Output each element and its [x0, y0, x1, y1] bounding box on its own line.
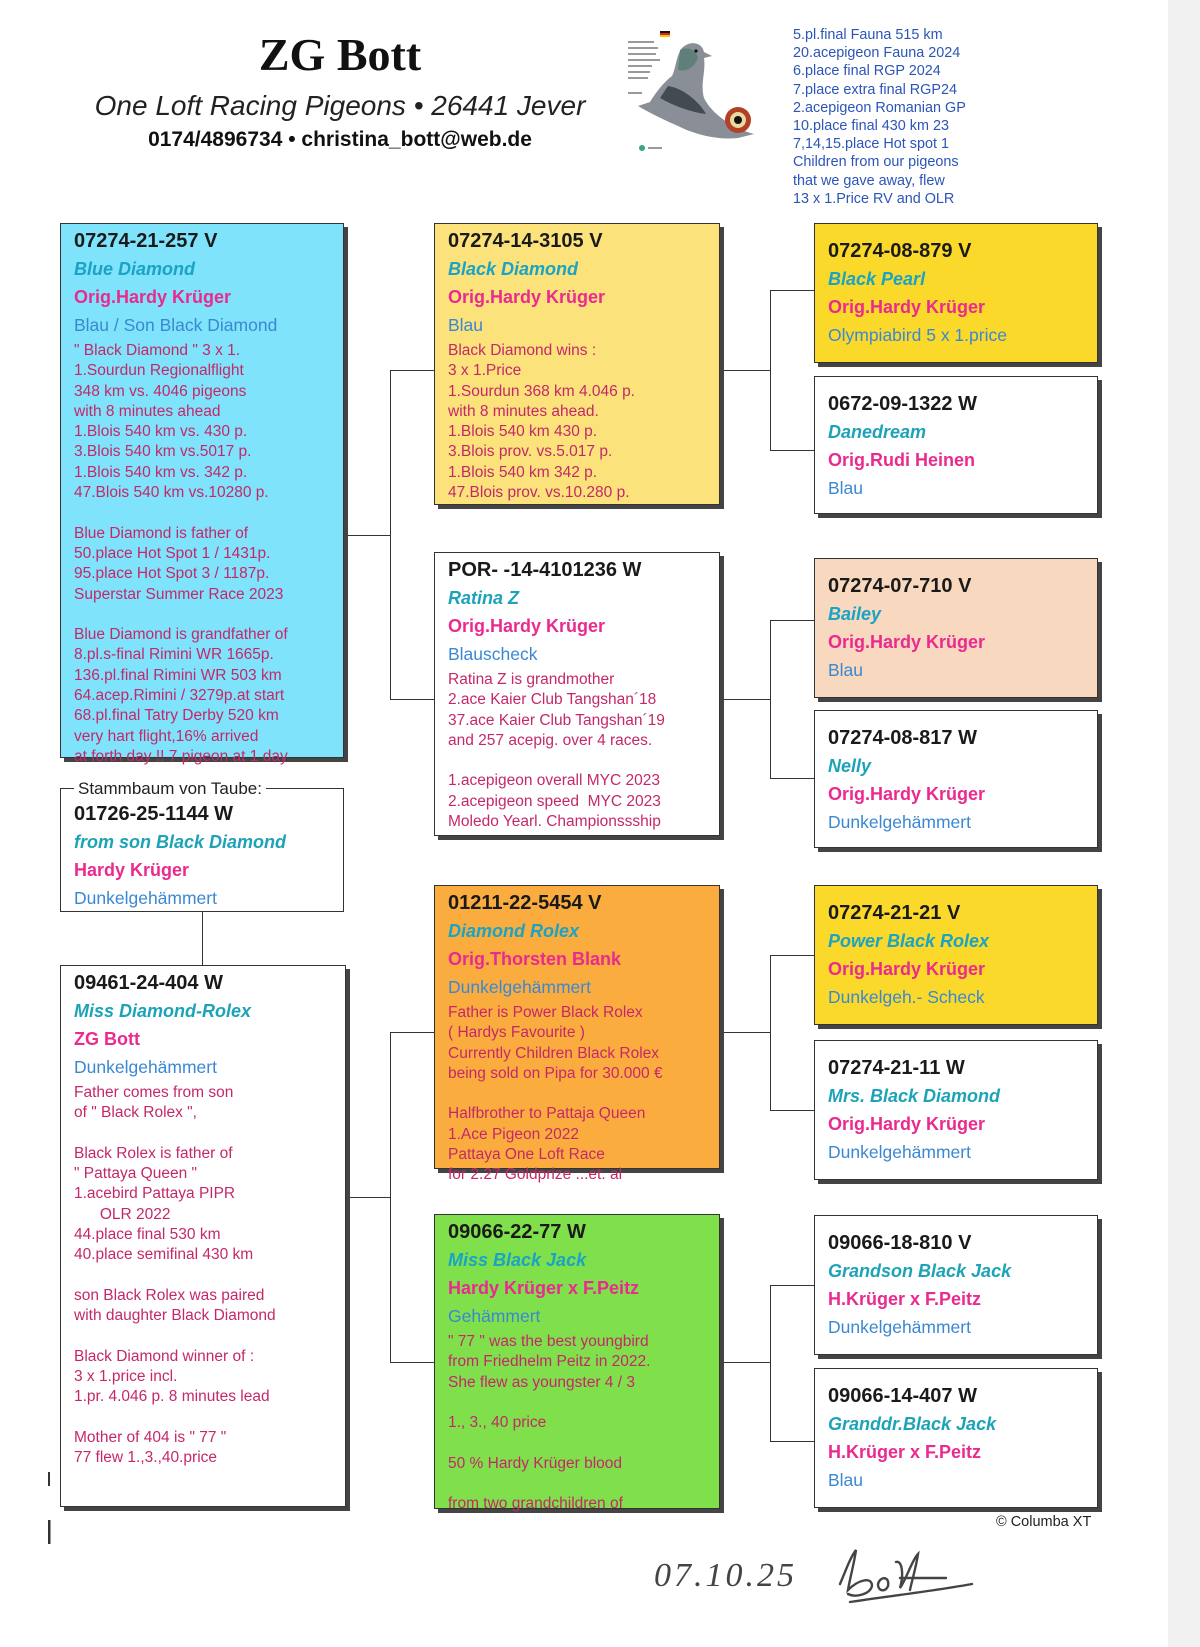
- connector-line: [770, 955, 771, 1110]
- note-line: 3 x 1.Price: [448, 362, 522, 380]
- pigeon-name: Miss Black Jack: [448, 1250, 587, 1270]
- breeder: Orig.Hardy Krüger: [828, 959, 986, 979]
- breeder: Orig.Thorsten Blank: [448, 949, 622, 969]
- plumage-color: Dunkelgehämmert: [74, 1057, 217, 1077]
- ring-number: 0672-09-1322 W: [828, 393, 977, 415]
- note-line: Blue Diamond is grandfather of: [74, 626, 288, 644]
- note-line: Halfbrother to Pattaja Queen: [448, 1105, 646, 1123]
- ring-number: 09066-18-810 V: [828, 1232, 972, 1254]
- grandmother-paternal-card: [434, 552, 720, 836]
- note-line: [74, 503, 331, 523]
- pigeon-name: Bailey: [828, 604, 882, 624]
- great-grandparent-card: [814, 885, 1098, 1025]
- pedigree-of-label: Stammbaum von Taube:: [74, 779, 266, 799]
- ring-number: 07274-21-11 W: [828, 1057, 965, 1079]
- breeder: Orig.Hardy Krüger: [828, 297, 986, 317]
- note-line: with daughter Black Diamond: [74, 1307, 276, 1325]
- note-line: [448, 1084, 707, 1104]
- note-line: [448, 1474, 707, 1494]
- note-line: 3.Blois prov. vs.5.017 p.: [448, 443, 613, 461]
- note-line: 50.place Hot Spot 1 / 1431p.: [74, 544, 271, 562]
- connector-line: [202, 912, 203, 965]
- ring-number: 09461-24-404 W: [74, 972, 223, 994]
- connector-line: [722, 699, 770, 700]
- note-line: 1.Blois 540 km 430 p.: [448, 423, 598, 441]
- connector-line: [390, 1032, 434, 1033]
- breeder: H.Krüger x F.Peitz: [828, 1442, 982, 1462]
- note-line: [74, 1266, 333, 1286]
- connector-line: [390, 699, 434, 700]
- note-line: Superstar Summer Race 2023: [74, 585, 284, 603]
- connector-line: [770, 290, 771, 450]
- result-item: Children from our pigeons: [793, 154, 959, 171]
- connector-line: [770, 955, 814, 956]
- note-line: [448, 1393, 707, 1413]
- connector-line: [390, 370, 434, 371]
- result-item: 10.place final 430 km 23: [793, 118, 949, 135]
- note-line: of " Black Rolex ",: [74, 1104, 197, 1122]
- page-title: ZG Bott: [258, 29, 422, 80]
- note-line: ( Hardys Favourite ): [448, 1024, 585, 1042]
- connector-line: [770, 778, 814, 779]
- note-line: 64.acep.Rimini / 3279p.at start: [74, 687, 285, 705]
- note-line: at forth day !! 7 pigeon at 1 day: [74, 747, 288, 765]
- note-line: OLR 2022: [74, 1205, 171, 1223]
- breeder: Orig.Hardy Krüger: [828, 1114, 986, 1134]
- grandfather-maternal-card: [434, 885, 720, 1184]
- note-line: 1.Blois 540 km vs. 342 p.: [74, 463, 248, 481]
- pedigree-notes: [448, 670, 707, 832]
- note-line: Black Rolex is father of: [74, 1144, 233, 1162]
- note-line: and 257 acepig. over 4 races.: [448, 731, 653, 749]
- note-line: " Black Diamond " 3 x 1.: [74, 342, 241, 359]
- ring-number: 07274-21-21 V: [828, 902, 961, 924]
- pedigree-notes: [74, 341, 331, 767]
- plumage-color: Dunkelgehämmert: [74, 888, 217, 908]
- ring-number: 09066-14-407 W: [828, 1385, 977, 1407]
- result-item: 5.pl.final Fauna 515 km: [793, 27, 943, 43]
- breeder: Hardy Krüger x F.Peitz: [448, 1278, 640, 1298]
- plumage-color: Blau: [828, 660, 864, 680]
- breeder: Hardy Krüger: [74, 860, 190, 880]
- pigeon-name: Blue Diamond: [74, 259, 196, 279]
- note-line: with 8 minutes ahead: [74, 402, 221, 420]
- plumage-color: Blau: [828, 1470, 864, 1490]
- plumage-color: Dunkelgehämmert: [448, 977, 591, 997]
- breeder: ZG Bott: [74, 1029, 140, 1049]
- great-grandparent-card: [814, 558, 1098, 698]
- note-line: 1.Blois 540 km vs. 430 p.: [74, 423, 248, 441]
- note-line: 50 % Hardy Krüger blood: [448, 1454, 623, 1472]
- page-subtitle: One Loft Racing Pigeons • 26441 Jever: [94, 90, 586, 121]
- breeder: Orig.Hardy Krüger: [828, 784, 986, 804]
- breeder: H.Krüger x F.Peitz: [828, 1289, 982, 1309]
- breeder: Orig.Hardy Krüger: [828, 632, 986, 652]
- note-line: 1.Blois 540 km 342 p.: [448, 463, 598, 481]
- connector-line: [722, 1032, 770, 1033]
- great-grandparent-card: [814, 1040, 1098, 1180]
- note-line: 40.place semifinal 430 km: [74, 1246, 254, 1264]
- note-line: Mother of 404 is " 77 ": [74, 1429, 227, 1447]
- grandmother-maternal-card: [434, 1214, 720, 1513]
- connector-line: [722, 1362, 770, 1363]
- ring-number: 07274-14-3105 V: [448, 230, 603, 252]
- eye-icon: [725, 107, 751, 133]
- connector-line: [770, 620, 771, 778]
- pigeon-name: Nelly: [828, 756, 872, 776]
- breeder: Orig.Hardy Krüger: [448, 287, 606, 307]
- great-grandparent-card: [814, 1368, 1098, 1508]
- plumage-color: Dunkelgehämmert: [828, 1317, 971, 1337]
- contact-line: 0174/4896734 • christina_bott@web.de: [148, 128, 532, 151]
- mother-card: [60, 965, 346, 1507]
- pigeon-name: from son Black Diamond: [74, 832, 287, 852]
- plumage-color: Olympiabird 5 x 1.price: [828, 325, 1007, 345]
- result-item: that we gave away, flew: [793, 172, 945, 189]
- ring-number: 07274-07-710 V: [828, 575, 972, 597]
- note-line: 3 x 1.price incl.: [74, 1368, 178, 1386]
- connector-line: [770, 450, 814, 451]
- note-line: 136.pl.final Rimini WR 503 km: [74, 666, 282, 684]
- note-line: Currently Children Black Rolex: [448, 1044, 660, 1062]
- ring-number: 01726-25-1144 W: [74, 803, 234, 825]
- note-line: 1.acebird Pattaya PIPR: [74, 1185, 236, 1203]
- pedigree-notes: [448, 341, 707, 503]
- note-line: Black Diamond winner of :: [74, 1347, 255, 1365]
- note-line: Moledo Yearl. Championssship: [448, 813, 661, 831]
- connector-line: [722, 370, 770, 371]
- note-line: [74, 605, 331, 625]
- great-grandparent-card: [814, 1215, 1098, 1355]
- plumage-color: Blau: [828, 478, 864, 498]
- pedigree-notes: [74, 1083, 333, 1469]
- ring-number: 07274-08-879 V: [828, 240, 972, 262]
- pigeon-name: Mrs. Black Diamond: [828, 1086, 1001, 1106]
- scan-mark: [46, 1472, 52, 1546]
- pedigree-notes: [448, 1332, 707, 1515]
- result-item: 7,14,15.place Hot spot 1: [793, 136, 950, 153]
- flag-icon: [660, 31, 670, 37]
- note-line: 2.acepigeon speed MYC 2023: [448, 792, 661, 810]
- note-line: [448, 1433, 707, 1453]
- note-line: 2.ace Kaier Club Tangshan´18: [448, 691, 657, 709]
- pigeon-name: Power Black Rolex: [828, 931, 990, 951]
- result-item: 13 x 1.Price RV and OLR: [793, 190, 955, 207]
- note-line: " Pattaya Queen ": [74, 1165, 198, 1183]
- note-line: 47.Blois 540 km vs.10280 p.: [74, 484, 269, 502]
- note-line: 77 flew 1.,3.,40.price: [74, 1449, 218, 1467]
- note-line: 3.Blois 540 km vs.5017 p.: [74, 443, 252, 461]
- plumage-color: Dunkelgehämmert: [828, 812, 971, 832]
- plumage-color: Blauscheck: [448, 644, 538, 664]
- connector-line: [344, 535, 390, 536]
- result-item: 2.acepigeon Romanian GP: [793, 99, 966, 116]
- note-line: " 77 " was the best youngbird: [448, 1333, 649, 1350]
- results-list: [793, 26, 966, 208]
- ring-number: 07274-08-817 W: [828, 727, 977, 749]
- note-line: very hart flight,16% arrived: [74, 727, 259, 745]
- connector-line: [346, 1197, 390, 1198]
- pigeon-name: Danedream: [828, 422, 927, 442]
- connector-line: [770, 1285, 814, 1286]
- connector-line: [770, 620, 814, 621]
- note-line: 95.place Hot Spot 3 / 1187p.: [74, 565, 270, 583]
- ring-number: POR- -14-4101236 W: [448, 559, 642, 581]
- note-line: [74, 1408, 333, 1428]
- pigeon-photo: [620, 28, 760, 160]
- note-line: 1.pr. 4.046 p. 8 minutes lead: [74, 1388, 270, 1406]
- note-line: [448, 751, 707, 771]
- pigeon-name: Black Pearl: [828, 269, 926, 289]
- pigeon-name: Diamond Rolex: [448, 921, 580, 941]
- result-item: 20.acepigeon Fauna 2024: [793, 45, 961, 62]
- plumage-color: Dunkelgeh.- Scheck: [828, 987, 985, 1007]
- plumage-color: Blau / Son Black Diamond: [74, 315, 278, 335]
- ring-number: 07274-21-257 V: [74, 230, 218, 252]
- note-line: 348 km vs. 4046 pigeons: [74, 382, 247, 400]
- page-edge: [1168, 0, 1200, 1647]
- note-line: 1., 3., 40 price: [448, 1414, 547, 1432]
- result-item: 7.place extra final RGP24: [793, 81, 957, 98]
- note-line: 1.Ace Pigeon 2022: [448, 1125, 579, 1143]
- note-line: Black Diamond wins :: [448, 342, 597, 359]
- note-line: with 8 minutes ahead.: [448, 402, 599, 420]
- connector-line: [770, 1110, 814, 1111]
- connector-line: [390, 1032, 391, 1363]
- plumage-color: Dunkelgehämmert: [828, 1142, 971, 1162]
- note-line: Ratina Z is grandmother: [448, 671, 615, 688]
- note-line: being sold on Pipa for 30.000 €: [448, 1064, 663, 1082]
- pigeon-name: Black Diamond: [448, 259, 579, 279]
- pedigree-notes: [448, 1003, 707, 1186]
- ring-number: 01211-22-5454 V: [448, 892, 602, 914]
- great-grandparent-card: [814, 376, 1098, 514]
- breeder: Orig.Hardy Krüger: [74, 287, 232, 307]
- pigeon-name: Grandson Black Jack: [828, 1261, 1012, 1281]
- pigeon-name: Granddr.Black Jack: [828, 1414, 997, 1434]
- note-line: She flew as youngster 4 / 3: [448, 1373, 635, 1391]
- pigeon-name: Miss Diamond-Rolex: [74, 1001, 252, 1021]
- note-line: son Black Rolex was paired: [74, 1286, 265, 1304]
- note-line: for 2.27 Goldprize ...et. al: [448, 1166, 623, 1184]
- note-line: from Friedhelm Peitz in 2022.: [448, 1353, 651, 1371]
- great-grandparent-card: [814, 710, 1098, 848]
- note-line: 1.Sourdun 368 km 4.046 p.: [448, 382, 635, 400]
- note-line: 37.ace Kaier Club Tangshan´19: [448, 711, 665, 729]
- note-line: 1.acepigeon overall MYC 2023: [448, 772, 660, 790]
- pigeon-name: Ratina Z: [448, 588, 520, 608]
- plumage-color: Blau: [448, 315, 484, 335]
- note-line: Father comes from son: [74, 1084, 234, 1101]
- copyright: © Columba XT: [996, 1514, 1092, 1530]
- great-grandparent-card: [814, 223, 1098, 363]
- note-line: [74, 1327, 333, 1347]
- note-line: Blue Diamond is father of: [74, 524, 249, 542]
- connector-line: [770, 290, 814, 291]
- connector-line: [390, 370, 391, 700]
- ring-number: 09066-22-77 W: [448, 1221, 586, 1243]
- grandfather-paternal-card: [434, 223, 720, 505]
- connector-line: [770, 1441, 814, 1442]
- note-line: Pattaya One Loft Race: [448, 1146, 605, 1164]
- plumage-color: Gehämmert: [448, 1306, 541, 1326]
- note-line: 47.Blois prov. vs.10.280 p.: [448, 484, 630, 502]
- breeder: Orig.Rudi Heinen: [828, 450, 976, 470]
- note-line: 8.pl.s-final Rimini WR 1665p.: [74, 646, 274, 664]
- breeder: Orig.Hardy Krüger: [448, 616, 606, 636]
- note-line: 68.pl.final Tatry Derby 520 km: [74, 707, 279, 725]
- note-line: 44.place final 530 km: [74, 1226, 221, 1244]
- handwritten-date: 07.10.25: [654, 1557, 797, 1594]
- subject-card: [60, 788, 344, 912]
- note-line: from two grandchildren of: [448, 1495, 623, 1513]
- note-line: [74, 1124, 333, 1144]
- handwritten-signature: [650, 1540, 980, 1610]
- note-line: 1.Sourdun Regionalflight: [74, 362, 244, 380]
- father-card: [60, 223, 344, 765]
- note-line: Father is Power Black Rolex: [448, 1004, 643, 1021]
- result-item: 6.place final RGP 2024: [793, 63, 941, 80]
- connector-line: [770, 1285, 771, 1442]
- connector-line: [390, 1362, 434, 1363]
